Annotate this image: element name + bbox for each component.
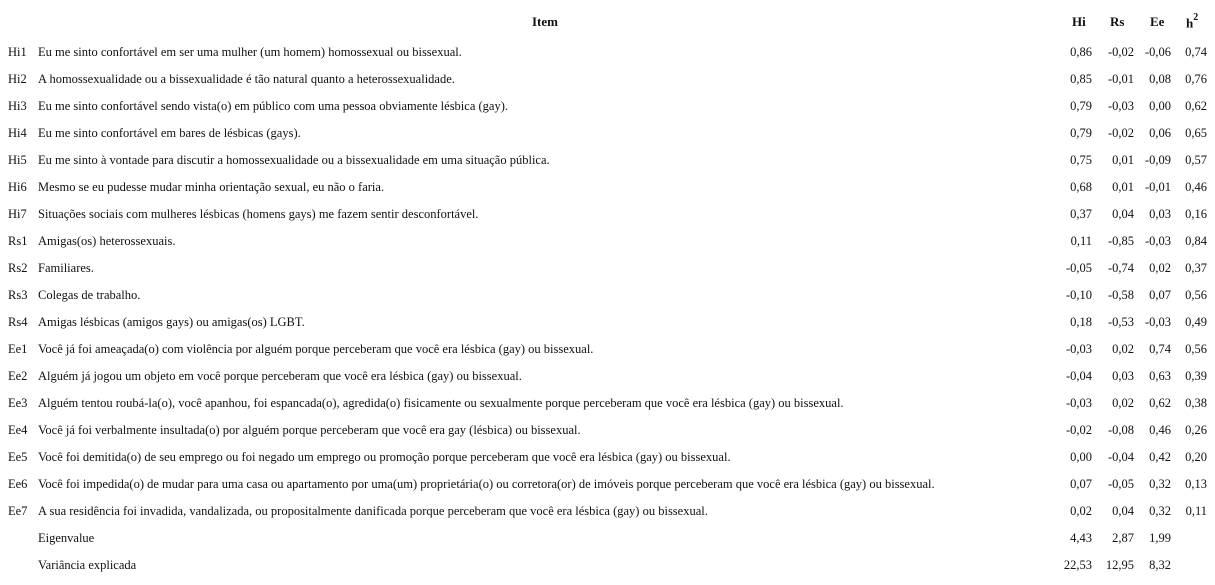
item-code: Hi2 [8, 72, 27, 86]
table-row [0, 45, 1215, 72]
table-row [0, 288, 1215, 315]
hi-value: 0,37 [1070, 207, 1092, 221]
item-code: Ee3 [8, 396, 28, 410]
item-code: Rs2 [8, 261, 28, 275]
hi-value: 0,79 [1070, 99, 1092, 113]
rs-value: -0,01 [1107, 72, 1134, 86]
column-header-ee: Ee [1150, 14, 1165, 29]
item-code: Ee4 [8, 423, 28, 437]
ee-value: 0,02 [1149, 261, 1171, 275]
item-text: Mesmo se eu pudesse mudar minha orientação sexual, eu não o faria. [38, 180, 385, 194]
hi-value: 0,68 [1070, 180, 1092, 194]
h2-value: 0,84 [1185, 234, 1207, 248]
item-code: Hi5 [8, 153, 27, 167]
rs-value: -0,03 [1107, 99, 1134, 113]
hi-value: 0,07 [1070, 477, 1092, 491]
item-code: Hi4 [8, 126, 27, 140]
item-text: A sua residência foi invadida, vandalizada, ou propositalmente danificada porque perceberam que você era lésbica (gay) ou bissexual. [38, 504, 708, 518]
hi-value: 22,53 [1063, 558, 1092, 572]
ee-value: 0,32 [1149, 504, 1171, 518]
hi-value: -0,04 [1065, 369, 1092, 383]
ee-value: 0,62 [1149, 396, 1171, 410]
ee-value: 0,03 [1149, 207, 1171, 221]
ee-value: 0,32 [1149, 477, 1171, 491]
rs-value: 12,95 [1105, 558, 1134, 572]
column-header-item: Item [532, 14, 558, 29]
ee-value: 0,00 [1149, 99, 1171, 113]
item-text: Você foi impedida(o) de mudar para uma casa ou apartamento por uma(um) proprietária(o) ou corretora(or) de imóveis porque perceberam que você era lésbica (gay) ou bissexual. [38, 477, 935, 491]
ee-value: 1,99 [1149, 531, 1171, 545]
table-row [0, 261, 1215, 288]
ee-value: -0,06 [1144, 45, 1171, 59]
h2-value: 0,39 [1185, 369, 1207, 383]
ee-value: 0,07 [1149, 288, 1171, 302]
item-text: Você já foi verbalmente insultada(o) por alguém porque perceberam que você era gay (lésbica) ou bissexual. [38, 423, 581, 437]
ee-value: -0,03 [1144, 234, 1171, 248]
table-row [0, 342, 1215, 369]
item-code: Rs3 [8, 288, 28, 302]
hi-value: -0,02 [1065, 423, 1092, 437]
table-row [0, 153, 1215, 180]
rs-value: -0,05 [1107, 477, 1134, 491]
h2-superscript: 2 [1193, 12, 1199, 23]
rs-value: -0,74 [1107, 261, 1134, 275]
ee-value: -0,01 [1144, 180, 1171, 194]
hi-value: 0,02 [1070, 504, 1092, 518]
table-row [0, 477, 1215, 504]
item-text: A homossexualidade ou a bissexualidade é tão natural quanto a heterossexualidade. [38, 72, 455, 86]
summary-row [0, 558, 1215, 585]
h2-value: 0,26 [1185, 423, 1207, 437]
item-text: Situações sociais com mulheres lésbicas (homens gays) me fazem sentir desconfortável. [38, 207, 479, 221]
table-row [0, 369, 1215, 396]
rs-value: -0,58 [1107, 288, 1134, 302]
summary-label: Variância explicada [38, 558, 137, 572]
h2-value: 0,38 [1185, 396, 1207, 410]
h2-value: 0,56 [1185, 288, 1207, 302]
summary-row [0, 531, 1215, 558]
h2-value: 0,16 [1185, 207, 1207, 221]
item-text: Alguém tentou roubá-la(o), você apanhou, foi espancada(o), agredida(o) fisicamente ou sexualmente porque perceberam que você era lésbica (gay) ou bissexual. [38, 396, 844, 410]
item-code: Hi1 [8, 45, 27, 59]
rs-value: 0,02 [1112, 342, 1134, 356]
hi-value: 0,86 [1070, 45, 1092, 59]
rs-value: 0,01 [1112, 180, 1134, 194]
ee-value: 0,63 [1149, 369, 1171, 383]
h2-value: 0,74 [1185, 45, 1207, 59]
rs-value: 2,87 [1112, 531, 1134, 545]
hi-value: 0,79 [1070, 126, 1092, 140]
item-code: Ee7 [8, 504, 28, 518]
table-row [0, 450, 1215, 477]
hi-value: -0,05 [1065, 261, 1092, 275]
item-text: Amigas lésbicas (amigos gays) ou amigas(os) LGBT. [38, 315, 305, 329]
item-text: Familiares. [38, 261, 94, 275]
rs-value: -0,02 [1107, 45, 1134, 59]
item-text: Você já foi ameaçada(o) com violência por alguém porque perceberam que você era lésbica (gay) ou bissexual. [38, 342, 594, 356]
item-code: Ee6 [8, 477, 28, 491]
table-row [0, 504, 1215, 531]
item-text: Alguém já jogou um objeto em você porque perceberam que você era lésbica (gay) ou bissexual. [38, 369, 522, 383]
hi-value: 4,43 [1070, 531, 1092, 545]
h2-value: 0,76 [1185, 72, 1207, 86]
rs-value: -0,04 [1107, 450, 1134, 464]
table-row [0, 99, 1215, 126]
table-row [0, 234, 1215, 261]
h2-value: 0,62 [1185, 99, 1207, 113]
h2-value: 0,49 [1185, 315, 1207, 329]
rs-value: 0,04 [1112, 504, 1134, 518]
summary-label: Eigenvalue [38, 531, 95, 545]
h2-value: 0,46 [1185, 180, 1207, 194]
h2-value: 0,20 [1185, 450, 1207, 464]
h2-value: 0,37 [1185, 261, 1207, 275]
rs-value: -0,02 [1107, 126, 1134, 140]
item-code: Hi3 [8, 99, 27, 113]
ee-value: 0,08 [1149, 72, 1171, 86]
rs-value: 0,04 [1112, 207, 1134, 221]
table-row [0, 72, 1215, 99]
item-code: Rs4 [8, 315, 28, 329]
hi-value: -0,03 [1065, 396, 1092, 410]
ee-value: -0,03 [1144, 315, 1171, 329]
hi-value: 0,18 [1070, 315, 1092, 329]
rs-value: -0,08 [1107, 423, 1134, 437]
rs-value: -0,85 [1107, 234, 1134, 248]
table-row [0, 126, 1215, 153]
h2-value: 0,11 [1185, 504, 1207, 518]
item-code: Ee1 [8, 342, 28, 356]
h2-base: h [1186, 15, 1194, 31]
item-code: Ee5 [8, 450, 28, 464]
item-text: Eu me sinto confortável em ser uma mulher (um homem) homossexual ou bissexual. [38, 45, 462, 59]
column-header-rs: Rs [1110, 14, 1125, 29]
item-text: Eu me sinto confortável em bares de lésbicas (gays). [38, 126, 301, 140]
item-text: Eu me sinto confortável sendo vista(o) em público com uma pessoa obviamente lésbica (gay). [38, 99, 509, 113]
table-row [0, 423, 1215, 450]
ee-value: 0,42 [1149, 450, 1171, 464]
item-text: Você foi demitida(o) de seu emprego ou foi negado um emprego ou promoção porque perceberam que você era lésbica (gay) ou bissexual. [38, 450, 731, 464]
table-row [0, 180, 1215, 207]
ee-value: 0,74 [1149, 342, 1171, 356]
item-code: Hi7 [8, 207, 27, 221]
table-row [0, 396, 1215, 423]
h2-value: 0,13 [1185, 477, 1207, 491]
column-header-hi: Hi [1072, 14, 1086, 29]
hi-value: -0,10 [1065, 288, 1092, 302]
hi-value: 0,85 [1070, 72, 1092, 86]
hi-value: 0,00 [1070, 450, 1092, 464]
column-header-h2 [1186, 14, 1198, 31]
hi-value: -0,03 [1065, 342, 1092, 356]
ee-value: -0,09 [1144, 153, 1171, 167]
item-code: Rs1 [8, 234, 28, 248]
item-code: Hi6 [8, 180, 27, 194]
h2-value: 0,57 [1185, 153, 1207, 167]
table-row [0, 315, 1215, 342]
h2-value: 0,65 [1185, 126, 1207, 140]
item-text: Eu me sinto à vontade para discutir a homossexualidade ou a bissexualidade em uma situação pública. [38, 153, 550, 167]
rs-value: -0,53 [1107, 315, 1134, 329]
item-text: Amigas(os) heterossexuais. [38, 234, 176, 248]
item-code: Ee2 [8, 369, 28, 383]
h2-value: 0,56 [1185, 342, 1207, 356]
hi-value: 0,75 [1070, 153, 1092, 167]
table-row [0, 207, 1215, 234]
item-text: Colegas de trabalho. [38, 288, 141, 302]
rs-value: 0,01 [1112, 153, 1134, 167]
ee-value: 8,32 [1149, 558, 1171, 572]
hi-value: 0,11 [1070, 234, 1092, 248]
ee-value: 0,06 [1149, 126, 1171, 140]
rs-value: 0,03 [1112, 369, 1134, 383]
ee-value: 0,46 [1149, 423, 1171, 437]
rs-value: 0,02 [1112, 396, 1134, 410]
